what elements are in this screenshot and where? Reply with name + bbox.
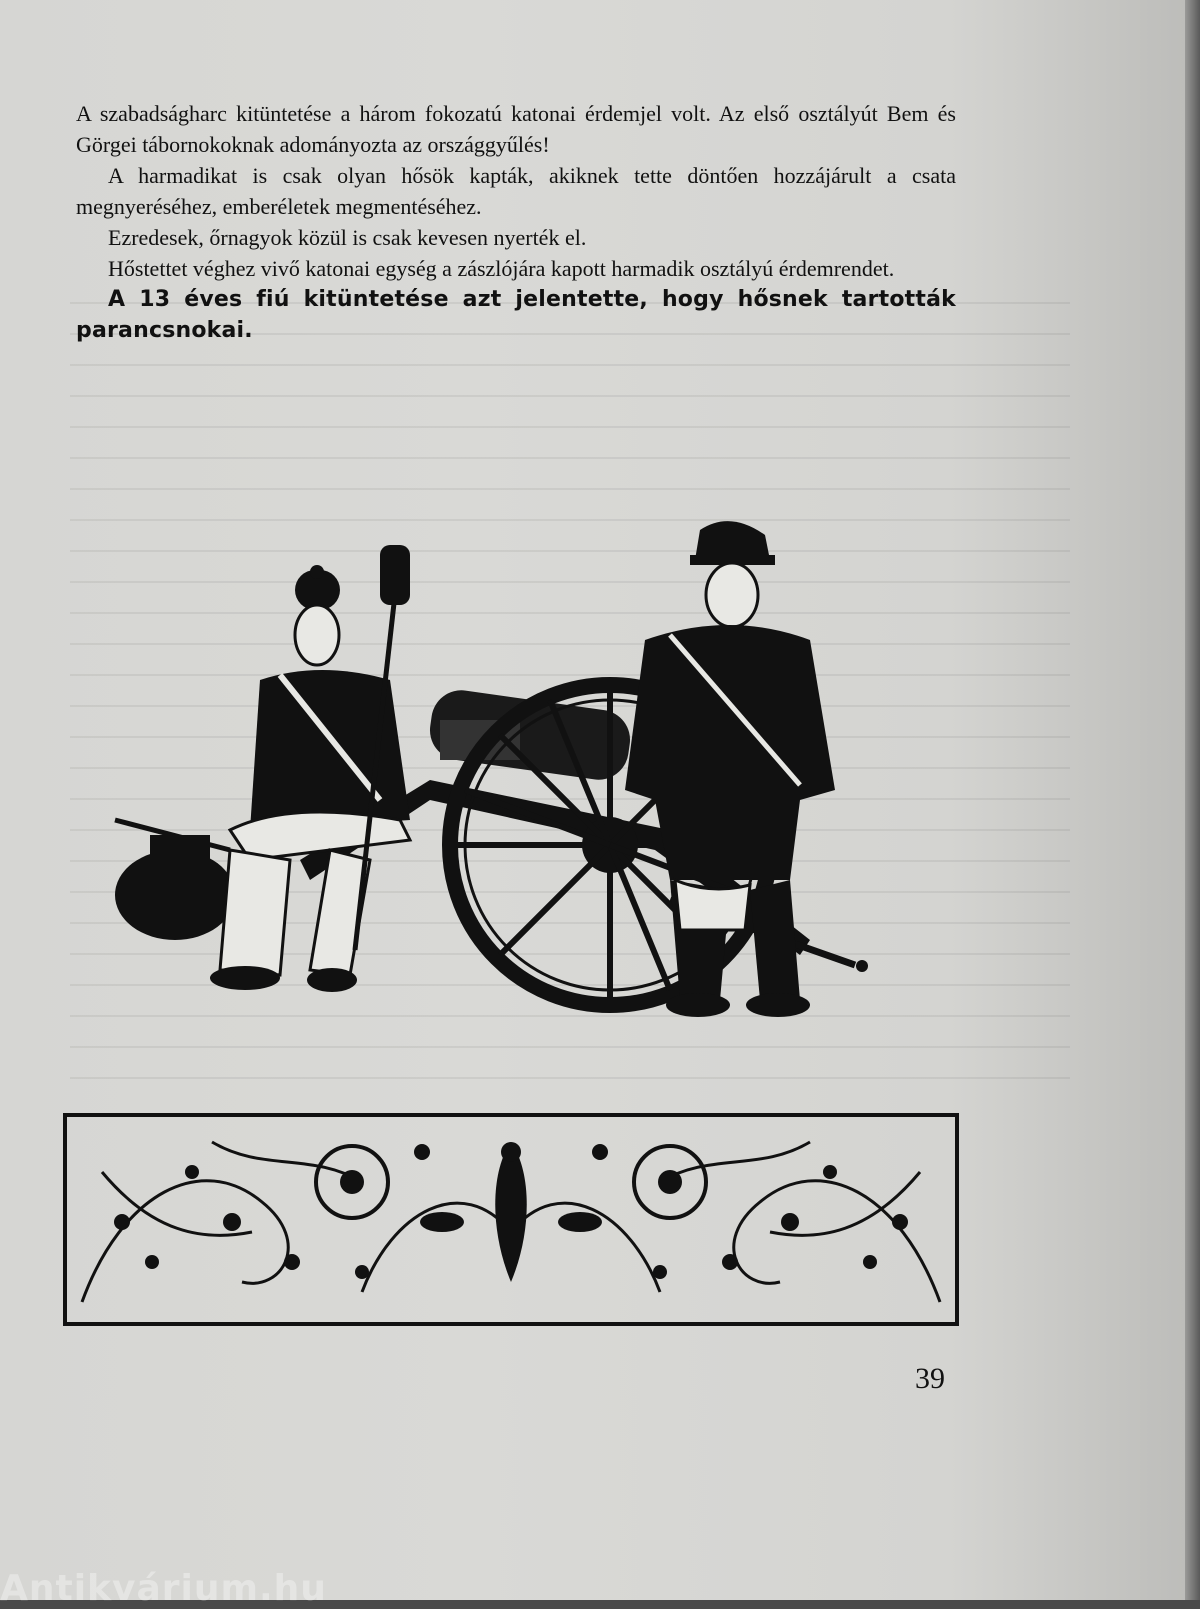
paragraph-3: Ezredesek, őrnagyok közül is csak kevesen nyerték el. — [108, 225, 587, 250]
page-number: 39 — [915, 1362, 945, 1395]
paragraph-4: Hőstettet véghez vivő katonai egység a zászlójára kapott harmadik osztályú érdemrendet. — [108, 256, 895, 281]
watermark: Antikvárium.hu — [0, 1568, 327, 1609]
paragraph-5-bold: A 13 éves fiú kitüntetése azt jelentette, hogy hősnek tartották parancsnokai. — [76, 287, 956, 343]
book-spine-edge — [1185, 0, 1200, 1600]
paragraph-1: A szabadságharc kitüntetése a három fokozatú katonai érdemjel volt. Az első osztályút Bem és Görgei tábornokoknak adományozta az országgyűlés! — [76, 101, 956, 157]
soldiers-cannon-illustration — [110, 500, 890, 1030]
floral-ornament-frame — [62, 1112, 960, 1327]
paragraph-2: A harmadikat is csak olyan hősök kapták, akiknek tette döntően hozzájárult a csata megnyeréséhez, emberéletek megmentéséhez. — [76, 163, 956, 219]
body-text — [76, 98, 956, 346]
